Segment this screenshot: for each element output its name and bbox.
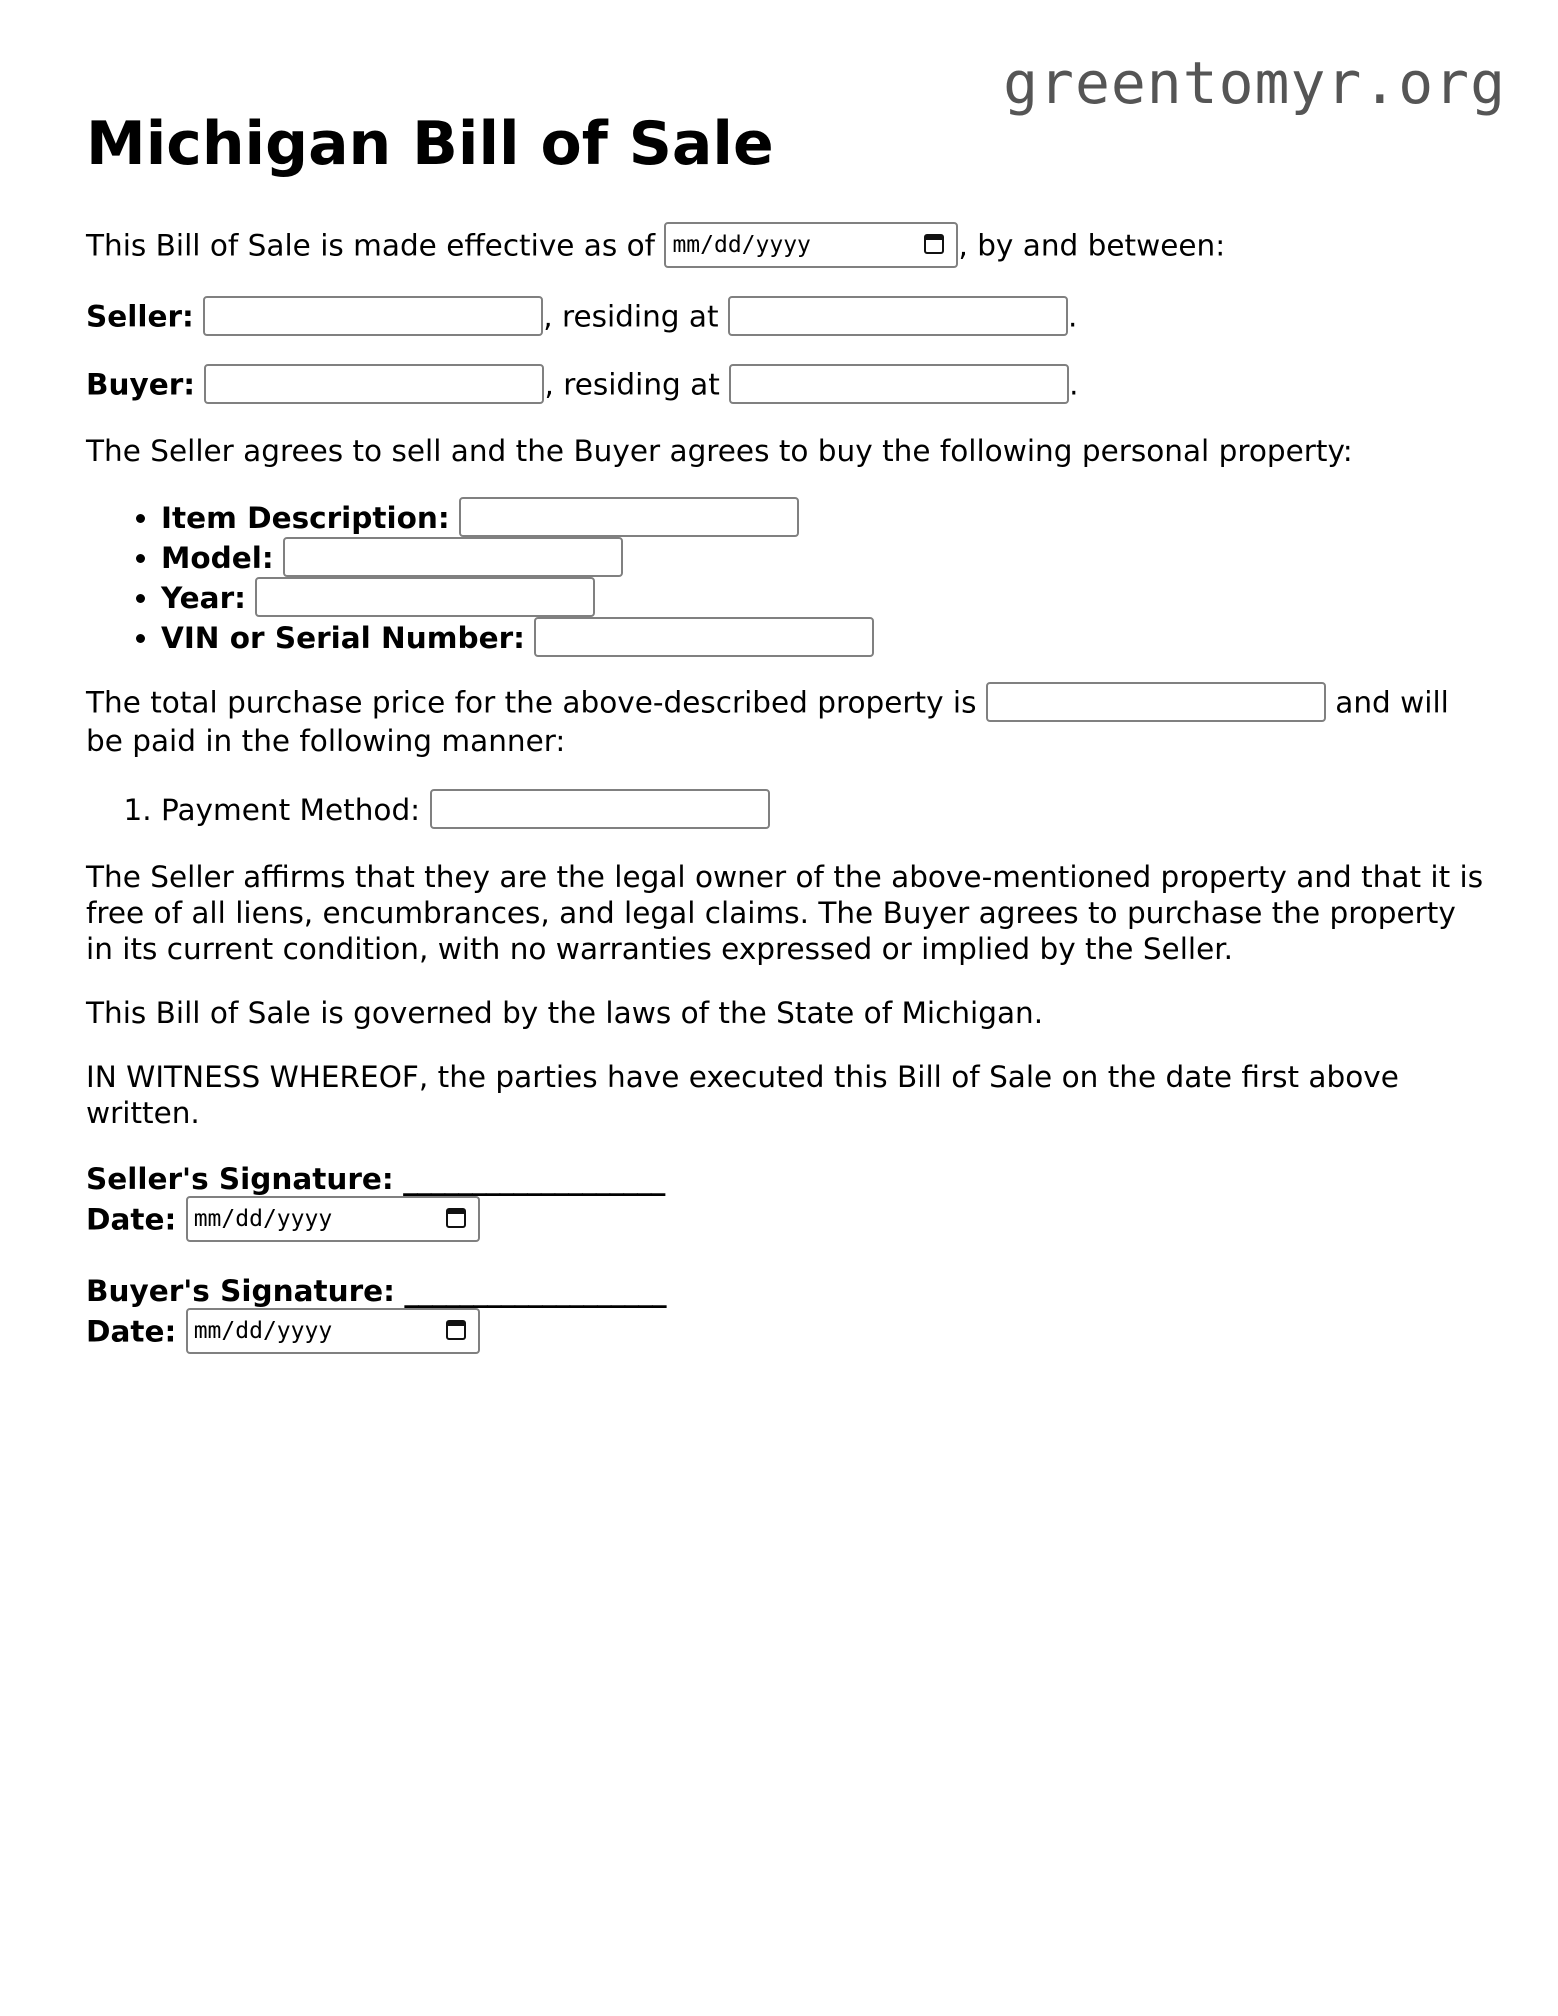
seller-line (86, 298, 1486, 338)
buyer-line (86, 366, 1486, 406)
governing-law-paragraph: This Bill of Sale is governed by the laws of the State of Michigan. (86, 995, 1044, 1030)
list-item (161, 498, 1486, 538)
page-title: Michigan Bill of Sale (86, 109, 774, 179)
buyer-date-line (86, 1310, 1486, 1356)
buyer-date-placeholder: mm/dd/yyyy (193, 1317, 333, 1344)
year-input[interactable] (255, 577, 595, 617)
seller-date-input[interactable] (186, 1196, 480, 1242)
effective-date-input[interactable] (664, 222, 958, 268)
item-description-input[interactable] (459, 497, 799, 537)
purchase-price-input[interactable] (986, 682, 1326, 722)
model-input[interactable] (283, 537, 623, 577)
vin-input[interactable] (534, 617, 874, 657)
watermark-text: greentomyr.org (1003, 49, 1506, 117)
calendar-icon[interactable] (446, 1320, 466, 1340)
seller-line-end: . (1067, 299, 1078, 334)
witness-paragraph: IN WITNESS WHEREOF, the parties have executed this Bill of Sale on the date first above written. (86, 1059, 1399, 1130)
seller-address-input[interactable] (728, 296, 1068, 336)
seller-signature-block (86, 1160, 1486, 1244)
model-label: Model: (161, 540, 274, 575)
payment-method-input[interactable] (430, 789, 770, 829)
price-paragraph (86, 684, 1486, 760)
buyer-label: Buyer: (86, 367, 196, 402)
seller-label: Seller: (86, 299, 194, 334)
item-description-label: Item Description: (161, 500, 450, 535)
buyer-address-input[interactable] (729, 364, 1069, 404)
buyer-line-end: . (1069, 367, 1079, 402)
price-text-after: and will be paid in the following manner: (86, 685, 1449, 758)
calendar-icon[interactable] (446, 1208, 466, 1228)
seller-residing-text: , residing at (543, 299, 728, 334)
list-item (161, 578, 1486, 618)
year-label: Year: (161, 580, 246, 615)
seller-signature-blank[interactable]: ___________________ (403, 1161, 665, 1196)
calendar-icon[interactable] (924, 234, 944, 254)
buyer-signature-label: Buyer's Signature: (86, 1273, 395, 1308)
seller-date-label: Date: (86, 1202, 177, 1237)
bill-of-sale-document (86, 108, 1486, 1384)
price-text-before: The total purchase price for the above-described property is (86, 685, 986, 720)
seller-date-placeholder: mm/dd/yyyy (193, 1205, 333, 1232)
buyer-signature-block (86, 1272, 1486, 1356)
list-item (161, 618, 1486, 658)
seller-signature-label: Seller's Signature: (86, 1161, 394, 1196)
affirmation-paragraph: The Seller affirms that they are the legal owner of the above-mentioned property and that it is free of all liens, encumbrances, and legal claims. The Buyer agrees to purchase the property in its current condition, with no warranties expressed or implied by the Seller. (86, 859, 1484, 966)
property-item-list (86, 498, 1486, 658)
seller-date-line (86, 1198, 1486, 1244)
intro-paragraph (86, 224, 1486, 270)
buyer-signature-line (86, 1272, 1486, 1310)
buyer-signature-blank[interactable]: ___________________ (404, 1273, 666, 1308)
buyer-date-label: Date: (86, 1314, 177, 1349)
payment-list (86, 788, 1486, 832)
intro-text-after: , by and between: (958, 228, 1226, 263)
agreement-paragraph: The Seller agrees to sell and the Buyer agrees to buy the following personal property: (86, 434, 1353, 468)
effective-date-placeholder: mm/dd/yyyy (672, 232, 811, 258)
list-item (161, 538, 1486, 578)
list-item (161, 788, 1486, 832)
buyer-name-input[interactable] (204, 364, 544, 404)
buyer-date-input[interactable] (186, 1308, 480, 1354)
seller-name-input[interactable] (203, 296, 543, 336)
intro-text-before: This Bill of Sale is made effective as of (86, 228, 665, 263)
payment-method-label: Payment Method: (161, 792, 421, 827)
vin-label: VIN or Serial Number: (161, 620, 525, 655)
buyer-residing-text: , residing at (544, 367, 730, 402)
seller-signature-line (86, 1160, 1486, 1198)
